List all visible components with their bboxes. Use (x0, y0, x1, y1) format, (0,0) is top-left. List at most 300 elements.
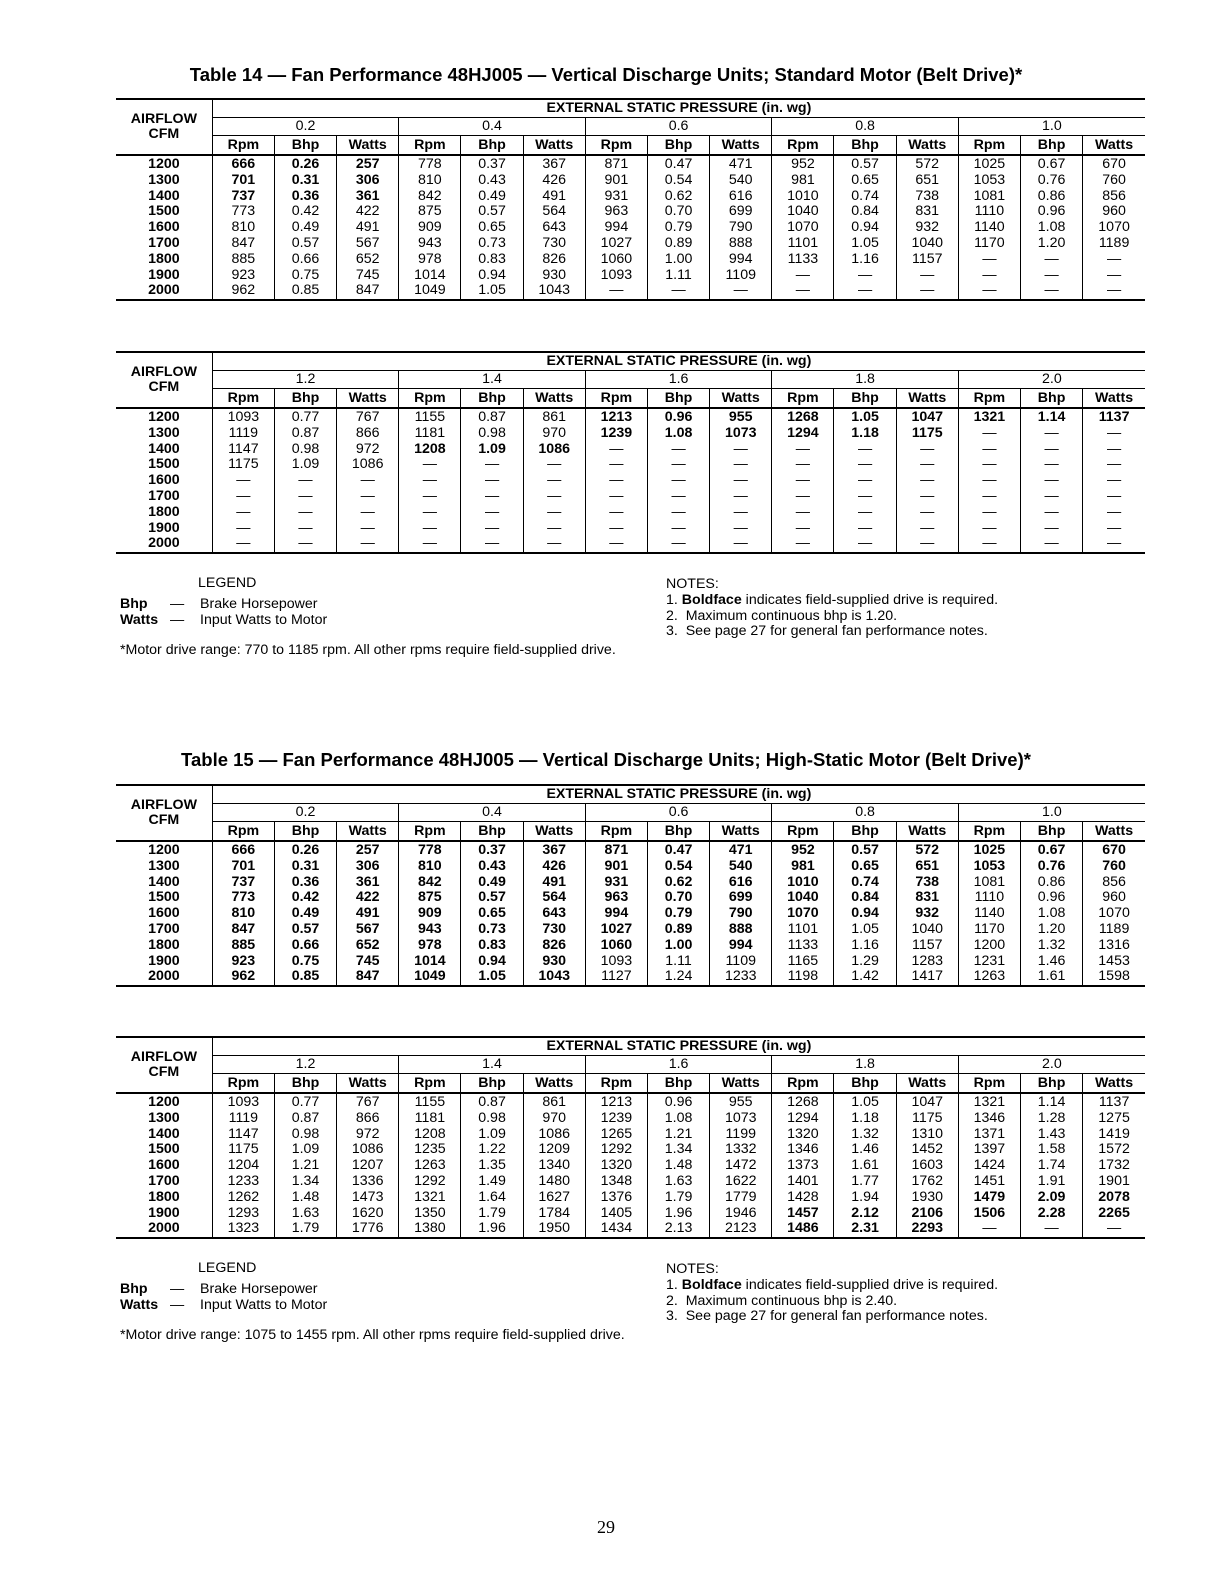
value-cell: — (710, 473, 772, 489)
value-cell: 1776 (337, 1221, 399, 1238)
table-row (116, 1190, 1145, 1206)
table-row (116, 890, 1145, 906)
value-cell: 994 (710, 252, 772, 268)
value-cell: 1292 (399, 1174, 461, 1190)
value-cell: 426 (523, 859, 585, 875)
cfm-cell: 1900 (116, 1206, 212, 1222)
column-header-rpm: Rpm (212, 136, 274, 156)
value-cell: 0.89 (647, 236, 709, 252)
column-header-bhp: Bhp (461, 1074, 523, 1094)
value-cell: 0.67 (1021, 841, 1083, 859)
note-text: indicates field-supplied drive is required. (745, 591, 999, 608)
column-header-watts: Watts (1083, 136, 1145, 156)
cfm-cell: 1500 (116, 1142, 212, 1158)
value-cell: 1.11 (647, 954, 709, 970)
value-cell: — (896, 283, 958, 300)
column-header-bhp: Bhp (461, 822, 523, 842)
value-cell: 652 (337, 252, 399, 268)
value-cell: 1040 (896, 922, 958, 938)
note-boldface: Boldface (681, 1276, 742, 1293)
value-cell: — (461, 457, 523, 473)
value-cell: — (337, 489, 399, 505)
value-cell: 1.09 (274, 457, 336, 473)
table-row (116, 1093, 1145, 1111)
legend-title: LEGEND (198, 1260, 257, 1276)
column-header-bhp: Bhp (1021, 136, 1083, 156)
value-cell: — (1106, 472, 1122, 489)
value-cell: 1350 (399, 1206, 461, 1222)
value-cell: 962 (212, 969, 274, 986)
value-cell: 2.12 (834, 1206, 896, 1222)
table-row (116, 1174, 1145, 1190)
value-cell: 699 (710, 890, 772, 906)
value-cell: 670 (1102, 842, 1126, 858)
table-header (116, 352, 1145, 408)
value-cell: 737 (212, 189, 274, 205)
value-cell: 1376 (585, 1190, 647, 1206)
pressure-header: 0.8 (772, 804, 959, 822)
header-row-pressures (116, 804, 1145, 822)
table-row (116, 220, 1145, 236)
value-cell: 0.87 (274, 426, 336, 442)
value-cell: — (585, 521, 647, 537)
value-cell: 1170 (958, 236, 1020, 252)
value-cell: 1268 (772, 1093, 834, 1111)
value-cell: 790 (710, 906, 772, 922)
table-14-legend (120, 576, 327, 628)
cfm-cell: 2000 (116, 1221, 212, 1238)
value-cell: 1040 (772, 890, 834, 906)
value-cell: 994 (585, 220, 647, 236)
value-cell: 972 (337, 442, 399, 458)
value-cell: 1093 (212, 408, 274, 426)
value-cell: — (710, 442, 772, 458)
value-cell: 970 (523, 1111, 585, 1127)
value-cell: 1140 (958, 906, 1020, 922)
value-cell: 930 (523, 268, 585, 284)
cfm-cell: 1300 (116, 1111, 212, 1127)
value-cell: 0.57 (461, 204, 523, 220)
value-cell: 0.42 (274, 890, 336, 906)
value-cell: 1086 (523, 442, 585, 458)
legend-abbr: Watts (120, 1296, 159, 1313)
value-cell: — (399, 521, 461, 537)
value-cell: 1263 (399, 1158, 461, 1174)
value-cell: 1109 (710, 268, 772, 284)
value-cell: 1127 (585, 969, 647, 986)
value-cell: 0.65 (461, 220, 523, 236)
value-cell: — (647, 489, 709, 505)
value-cell: 773 (212, 204, 274, 220)
table-row (116, 473, 1145, 489)
value-cell: 1762 (896, 1174, 958, 1190)
cfm-cell: 1200 (116, 155, 212, 173)
value-cell: 730 (523, 922, 585, 938)
pressure-header: 0.8 (772, 118, 959, 136)
value-cell: 2265 (1098, 1204, 1130, 1221)
value-cell: 1.24 (647, 969, 709, 986)
value-cell: 1.61 (834, 1158, 896, 1174)
value-cell: 0.75 (274, 954, 336, 970)
value-cell: 856 (1102, 873, 1126, 890)
value-cell: 0.65 (461, 906, 523, 922)
value-cell: 1.74 (1021, 1158, 1083, 1174)
cfm-cell: 1600 (116, 220, 212, 236)
value-cell: 1598 (1083, 969, 1145, 986)
value-cell: — (1021, 536, 1083, 553)
value-cell: 842 (399, 189, 461, 205)
value-cell: 0.96 (1021, 204, 1083, 220)
value-cell: 1473 (337, 1190, 399, 1206)
value-cell: 1.32 (834, 1127, 896, 1143)
value-cell: 1457 (772, 1206, 834, 1222)
value-cell: 1213 (585, 408, 647, 426)
value-cell: 1.08 (647, 1111, 709, 1127)
legend-dash: — (170, 1280, 185, 1297)
pressure-header: 1.2 (212, 1056, 399, 1074)
note-1 (666, 1278, 998, 1294)
value-cell: 1070 (1098, 219, 1130, 236)
value-cell: — (523, 473, 585, 489)
value-cell: 422 (337, 204, 399, 220)
value-cell: 745 (337, 268, 399, 284)
value-cell: 1.43 (1021, 1127, 1083, 1143)
value-cell: 1.64 (461, 1190, 523, 1206)
value-cell: 1294 (772, 426, 834, 442)
value-cell: 1040 (896, 236, 958, 252)
column-header-rpm: Rpm (772, 389, 834, 409)
legend-text: Brake Horsepower (200, 595, 318, 612)
value-cell: 1373 (772, 1158, 834, 1174)
value-cell: 1049 (399, 283, 461, 300)
value-cell: 1.09 (461, 1127, 523, 1143)
value-cell: 1198 (772, 969, 834, 986)
value-cell: 1.18 (834, 1111, 896, 1127)
pressure-header: 0.2 (212, 804, 399, 822)
value-cell: 960 (1102, 889, 1126, 906)
value-cell: 2293 (896, 1221, 958, 1238)
column-header-bhp: Bhp (647, 1074, 709, 1094)
cfm-cell: 1400 (116, 189, 212, 205)
value-cell: 923 (212, 268, 274, 284)
header-row-columns (116, 822, 1145, 842)
value-cell: 1043 (523, 283, 585, 300)
value-cell: 0.49 (461, 189, 523, 205)
table-header (116, 1037, 1145, 1093)
value-cell: — (585, 505, 647, 521)
value-cell: — (896, 442, 958, 458)
value-cell: — (958, 252, 1020, 268)
airflow-cfm-header (116, 786, 212, 841)
value-cell: 1109 (710, 954, 772, 970)
value-cell: 1133 (772, 938, 834, 954)
value-cell: 1155 (399, 1093, 461, 1111)
value-cell: 1.79 (647, 1190, 709, 1206)
legend-item-watts (120, 1298, 327, 1314)
value-cell: 361 (337, 875, 399, 891)
value-cell: 0.57 (834, 155, 896, 173)
value-cell: — (958, 521, 1020, 537)
value-cell: 2.28 (1021, 1206, 1083, 1222)
legend-text: Input Watts to Motor (200, 1296, 328, 1313)
value-cell: — (1083, 1221, 1145, 1238)
airflow-label: AIRFLOW (130, 797, 197, 813)
value-cell: 1.46 (1021, 954, 1083, 970)
value-cell: 932 (896, 906, 958, 922)
value-cell: — (399, 536, 461, 553)
value-cell: 810 (399, 859, 461, 875)
value-cell: 0.26 (274, 155, 336, 173)
value-cell: 1101 (772, 236, 834, 252)
value-cell: — (523, 505, 585, 521)
cfm-cell: 1600 (116, 906, 212, 922)
cfm-cell: 1200 (116, 841, 212, 859)
value-cell: — (710, 536, 772, 553)
value-cell: — (1021, 505, 1083, 521)
value-cell: 1086 (337, 1142, 399, 1158)
header-row-esp (116, 786, 1145, 804)
table-row (116, 1158, 1145, 1174)
table-row (116, 189, 1145, 205)
value-cell: 367 (523, 841, 585, 859)
value-cell: 0.79 (647, 220, 709, 236)
value-cell: 0.54 (647, 859, 709, 875)
cfm-cell: 1800 (116, 938, 212, 954)
column-header-rpm: Rpm (399, 136, 461, 156)
value-cell: — (896, 268, 958, 284)
note-number: 1. (666, 591, 678, 608)
table-row (116, 489, 1145, 505)
value-cell: 923 (212, 954, 274, 970)
value-cell: 1233 (710, 969, 772, 986)
value-cell: 1572 (1098, 1141, 1130, 1158)
value-cell: 875 (399, 204, 461, 220)
value-cell: — (710, 489, 772, 505)
value-cell: 1.18 (834, 426, 896, 442)
value-cell: — (958, 268, 1020, 284)
value-cell: 491 (523, 875, 585, 891)
value-cell: — (647, 283, 709, 300)
value-cell: 1.48 (647, 1158, 709, 1174)
table-14-notes (666, 577, 998, 640)
value-cell: 0.31 (274, 859, 336, 875)
value-cell: 901 (585, 173, 647, 189)
value-cell: — (834, 457, 896, 473)
value-cell: 643 (523, 220, 585, 236)
value-cell: 1.08 (1021, 906, 1083, 922)
value-cell: 930 (523, 954, 585, 970)
value-cell: 0.89 (647, 922, 709, 938)
cfm-cell: 1400 (116, 875, 212, 891)
table-row (116, 859, 1145, 875)
column-header-rpm: Rpm (585, 1074, 647, 1094)
value-cell: 1.16 (834, 252, 896, 268)
header-row-pressures (116, 1056, 1145, 1074)
value-cell: 773 (212, 890, 274, 906)
table-body (116, 155, 1145, 300)
value-cell: — (647, 536, 709, 553)
value-cell: 0.75 (274, 268, 336, 284)
value-cell: — (647, 505, 709, 521)
value-cell: — (958, 457, 1020, 473)
value-cell: — (834, 521, 896, 537)
value-cell: 0.49 (274, 220, 336, 236)
value-cell: 0.84 (834, 890, 896, 906)
value-cell: 871 (585, 841, 647, 859)
value-cell: — (710, 283, 772, 300)
value-cell: 0.70 (647, 890, 709, 906)
value-cell: 1.20 (1021, 922, 1083, 938)
column-header-rpm: Rpm (958, 822, 1020, 842)
header-row-columns (116, 1074, 1145, 1094)
pressure-header: 1.4 (399, 371, 586, 389)
value-cell: 1479 (958, 1190, 1020, 1206)
value-cell: 790 (710, 220, 772, 236)
column-header-rpm: Rpm (585, 136, 647, 156)
value-cell: 810 (399, 173, 461, 189)
table-row (116, 442, 1145, 458)
value-cell: 1.94 (834, 1190, 896, 1206)
value-cell: 847 (212, 922, 274, 938)
value-cell: — (958, 505, 1020, 521)
legend-title: LEGEND (198, 575, 257, 591)
value-cell: 1320 (772, 1127, 834, 1143)
value-cell: 471 (710, 155, 772, 173)
value-cell: 1.28 (1021, 1111, 1083, 1127)
value-cell: 1453 (1098, 952, 1130, 969)
value-cell: — (896, 489, 958, 505)
value-cell: 1293 (212, 1206, 274, 1222)
value-cell: 0.96 (647, 408, 709, 426)
pressure-header: 1.0 (958, 804, 1145, 822)
table-body (116, 1093, 1145, 1238)
airflow-cfm-header (116, 100, 212, 155)
value-cell: 888 (710, 236, 772, 252)
value-cell: 0.65 (834, 859, 896, 875)
value-cell: — (1021, 283, 1083, 300)
cfm-cell: 1800 (116, 505, 212, 521)
value-cell: 875 (399, 890, 461, 906)
pressure-header: 2.0 (958, 1056, 1145, 1074)
value-cell: 866 (337, 1111, 399, 1127)
table-row (116, 426, 1145, 442)
pressure-header: 1.6 (585, 371, 772, 389)
value-cell: 1175 (896, 426, 958, 442)
value-cell: 1472 (710, 1158, 772, 1174)
value-cell: — (523, 457, 585, 473)
value-cell: 0.67 (1021, 155, 1083, 173)
value-cell: — (958, 442, 1020, 458)
value-cell: — (958, 489, 1020, 505)
cfm-cell: 1900 (116, 954, 212, 970)
value-cell: 540 (710, 859, 772, 875)
value-cell: 1014 (399, 268, 461, 284)
value-cell: 651 (896, 173, 958, 189)
value-cell: 257 (337, 155, 399, 173)
table-row (116, 875, 1145, 891)
table-row (116, 268, 1145, 284)
value-cell: 1189 (1098, 920, 1130, 937)
table-15-part-1 (116, 784, 1145, 987)
value-cell: 0.83 (461, 938, 523, 954)
value-cell: 1239 (585, 426, 647, 442)
value-cell: 1047 (896, 408, 958, 426)
value-cell: — (1106, 519, 1122, 536)
column-header-watts: Watts (523, 136, 585, 156)
value-cell: 1093 (585, 268, 647, 284)
value-cell: 778 (399, 155, 461, 173)
value-cell: — (710, 457, 772, 473)
note-3: 3. See page 27 for general fan performance notes. (666, 1308, 988, 1325)
value-cell: 1.63 (274, 1206, 336, 1222)
value-cell: — (337, 505, 399, 521)
table-row (116, 841, 1145, 859)
value-cell: — (1106, 487, 1122, 504)
pressure-header: 0.4 (399, 804, 586, 822)
header-row-columns (116, 389, 1145, 409)
value-cell: 0.76 (1021, 859, 1083, 875)
value-cell: — (834, 283, 896, 300)
value-cell: 885 (212, 938, 274, 954)
value-cell: 1321 (958, 1093, 1020, 1111)
pressure-header: 1.6 (585, 1056, 772, 1074)
value-cell: 0.70 (647, 204, 709, 220)
value-cell: 361 (337, 189, 399, 205)
value-cell: — (1106, 503, 1122, 520)
value-cell: 1093 (212, 1093, 274, 1111)
cfm-cell: 2000 (116, 969, 212, 986)
value-cell: 1405 (585, 1206, 647, 1222)
value-cell: — (337, 536, 399, 553)
airflow-cfm-header (116, 1038, 212, 1093)
value-cell: 0.98 (461, 1111, 523, 1127)
column-header-bhp: Bhp (834, 389, 896, 409)
value-cell: 871 (585, 155, 647, 173)
value-cell: 810 (212, 906, 274, 922)
column-header-bhp: Bhp (461, 389, 523, 409)
value-cell: — (274, 505, 336, 521)
value-cell: — (585, 457, 647, 473)
table-row (116, 1142, 1145, 1158)
value-cell: 0.96 (1021, 890, 1083, 906)
value-cell: 1.61 (1021, 969, 1083, 986)
legend-dash: — (170, 1296, 185, 1313)
value-cell: 767 (337, 408, 399, 426)
value-cell: 1.14 (1021, 1093, 1083, 1111)
cfm-cell: 2000 (116, 283, 212, 300)
value-cell: — (212, 489, 274, 505)
pressure-header: 0.6 (585, 118, 772, 136)
value-cell: 981 (772, 859, 834, 875)
legend-abbr: Bhp (120, 1280, 148, 1297)
value-cell: 0.37 (461, 841, 523, 859)
value-cell: — (896, 473, 958, 489)
table-row (116, 1111, 1145, 1127)
value-cell: 0.47 (647, 841, 709, 859)
value-cell: 1340 (523, 1158, 585, 1174)
value-cell: 972 (337, 1127, 399, 1143)
value-cell: — (585, 473, 647, 489)
value-cell: 1137 (1098, 409, 1130, 425)
column-header-bhp: Bhp (1021, 1074, 1083, 1094)
column-header-bhp: Bhp (1021, 389, 1083, 409)
value-cell: 1732 (1098, 1157, 1130, 1174)
value-cell: 1.79 (461, 1206, 523, 1222)
pressure-header: 1.8 (772, 371, 959, 389)
cfm-cell: 1300 (116, 859, 212, 875)
external-static-pressure-header: EXTERNAL STATIC PRESSURE (in. wg) (212, 786, 1145, 804)
value-cell: 0.76 (1021, 173, 1083, 189)
